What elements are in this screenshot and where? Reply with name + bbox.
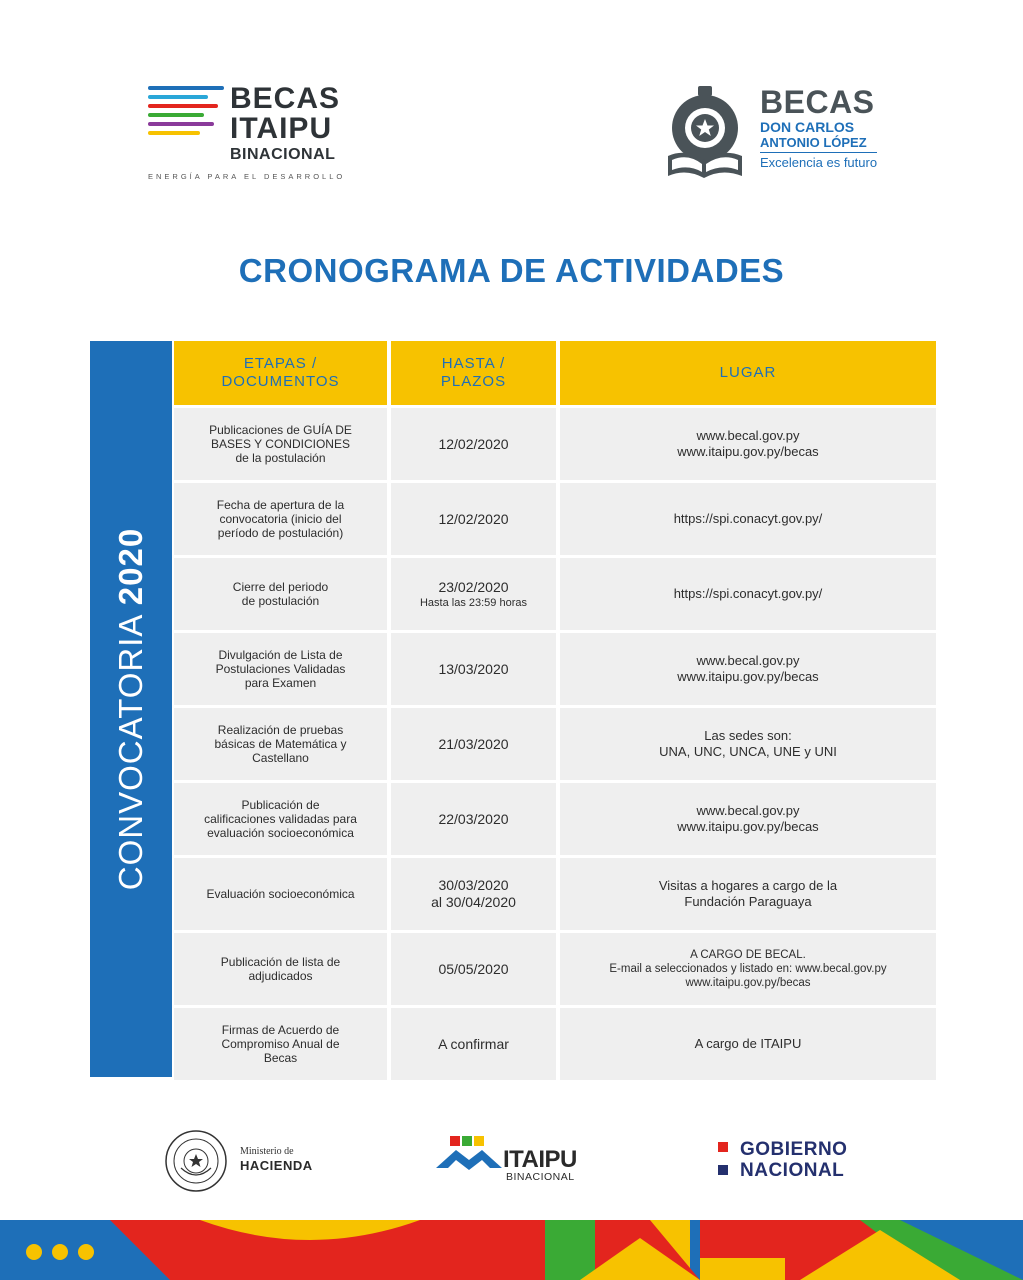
gobierno-line1: GOBIERNO <box>740 1139 848 1160</box>
stripe-bar <box>148 95 208 99</box>
cell-etapa: Publicaciones de GUÍA DE BASES Y CONDICIONES de la postulación <box>174 408 387 480</box>
fecha-main: 21/03/2020 <box>438 735 509 752</box>
itaipu-sub: BINACIONAL <box>506 1171 575 1183</box>
fecha-main: 30/03/2020 al 30/04/2020 <box>431 877 516 910</box>
cell-fecha <box>391 633 556 705</box>
cell-etapa: Publicación de lista de adjudicados <box>174 933 387 1005</box>
hacienda-small: Ministerio de <box>240 1146 294 1157</box>
fecha-main: 13/03/2020 <box>438 660 509 677</box>
fecha-main: 23/02/2020 <box>438 578 509 595</box>
cell-lugar: A CARGO DE BECAL. E-mail a seleccionados y listado en: www.becal.gov.py www.itaipu.gov.py/becas <box>560 933 936 1005</box>
page-title: CRONOGRAMA DE ACTIVIDADES <box>238 252 785 289</box>
fecha-main: 12/02/2020 <box>438 510 509 527</box>
header-lugar: LUGAR <box>560 341 936 405</box>
logo-right-line1: BECAS <box>760 84 875 120</box>
cell-lugar: www.becal.gov.py www.itaipu.gov.py/becas <box>560 783 936 855</box>
itaipu-word: ITAIPU <box>503 1146 577 1173</box>
cell-fecha <box>391 558 556 630</box>
dot-icon <box>78 1244 94 1260</box>
convocatoria-year: 2020 <box>112 527 149 606</box>
cell-fecha <box>391 708 556 780</box>
gobierno-line2: NACIONAL <box>740 1160 845 1181</box>
dot-icon <box>26 1244 42 1260</box>
convocatoria-text: CONVOCATORIA <box>112 615 149 891</box>
fecha-main: 22/03/2020 <box>438 810 509 827</box>
locomotive-book-icon <box>664 86 746 178</box>
cell-fecha <box>391 1008 556 1080</box>
republica-seal-icon <box>165 1130 227 1192</box>
cell-lugar: https://spi.conacyt.gov.py/ <box>560 483 936 555</box>
cell-fecha <box>391 483 556 555</box>
cell-fecha <box>391 933 556 1005</box>
itaipu-logo-icon <box>436 1136 502 1172</box>
cell-etapa: Realización de pruebas básicas de Matemática y Castellano <box>174 708 387 780</box>
logo-left-line3: BINACIONAL <box>230 146 336 163</box>
logo-right-line2: DON CARLOS <box>760 119 855 135</box>
cell-etapa: Firmas de Acuerdo de Compromiso Anual de Becas <box>174 1008 387 1080</box>
stripe-bar <box>148 131 200 135</box>
cell-lugar: A cargo de ITAIPU <box>560 1008 936 1080</box>
cell-lugar: Visitas a hogares a cargo de la Fundación Paraguaya <box>560 858 936 930</box>
cell-lugar: www.becal.gov.py www.itaipu.gov.py/becas <box>560 633 936 705</box>
fecha-main: 05/05/2020 <box>438 960 509 977</box>
logo-right-slogan: Excelencia es futuro <box>760 152 877 170</box>
cell-lugar: https://spi.conacyt.gov.py/ <box>560 558 936 630</box>
cell-etapa: Cierre del periodo de postulación <box>174 558 387 630</box>
decorative-color-band <box>0 1220 1023 1280</box>
logo-left-line1: BECAS <box>230 82 341 115</box>
cell-fecha <box>391 858 556 930</box>
cell-lugar: Las sedes son: UNA, UNC, UNCA, UNE y UNI <box>560 708 936 780</box>
gobierno-red-square-icon <box>718 1142 728 1152</box>
logo-left-tagline: ENERGÍA PARA EL DESARROLLO <box>148 172 346 181</box>
cell-fecha <box>391 783 556 855</box>
becas-itaipu-logo <box>148 84 358 184</box>
stripe-bar <box>148 122 214 126</box>
hacienda-big: HACIENDA <box>240 1158 313 1173</box>
convocatoria-label <box>112 528 150 890</box>
logo-right-line3: ANTONIO LÓPEZ <box>760 135 867 150</box>
logo-left-line2: ITAIPU <box>230 112 333 145</box>
cell-lugar: www.becal.gov.py www.itaipu.gov.py/becas <box>560 408 936 480</box>
cell-etapa: Publicación de calificaciones validadas para evaluación socioeconómica <box>174 783 387 855</box>
cell-etapa: Fecha de apertura de la convocatoria (inicio del período de postulación) <box>174 483 387 555</box>
stripes-icon <box>148 86 224 140</box>
header-plazos: HASTA / PLAZOS <box>391 341 556 405</box>
cell-etapa: Divulgación de Lista de Postulaciones Validadas para Examen <box>174 633 387 705</box>
convocatoria-sideband <box>90 341 172 1077</box>
stripe-bar <box>148 113 204 117</box>
fecha-sub: Hasta las 23:59 horas <box>419 596 527 609</box>
gobierno-navy-square-icon <box>718 1165 728 1175</box>
fecha-main: 12/02/2020 <box>438 435 509 452</box>
cell-etapa: Evaluación socioeconómica <box>174 858 387 930</box>
cell-fecha <box>391 408 556 480</box>
stripe-bar <box>148 86 224 90</box>
stripe-bar <box>148 104 218 108</box>
becas-dcal-logo <box>664 86 884 182</box>
header-etapas: ETAPAS / DOCUMENTOS <box>174 341 387 405</box>
dot-icon <box>52 1244 68 1260</box>
fecha-main: A confirmar <box>438 1035 509 1052</box>
schedule-table <box>174 341 936 1080</box>
